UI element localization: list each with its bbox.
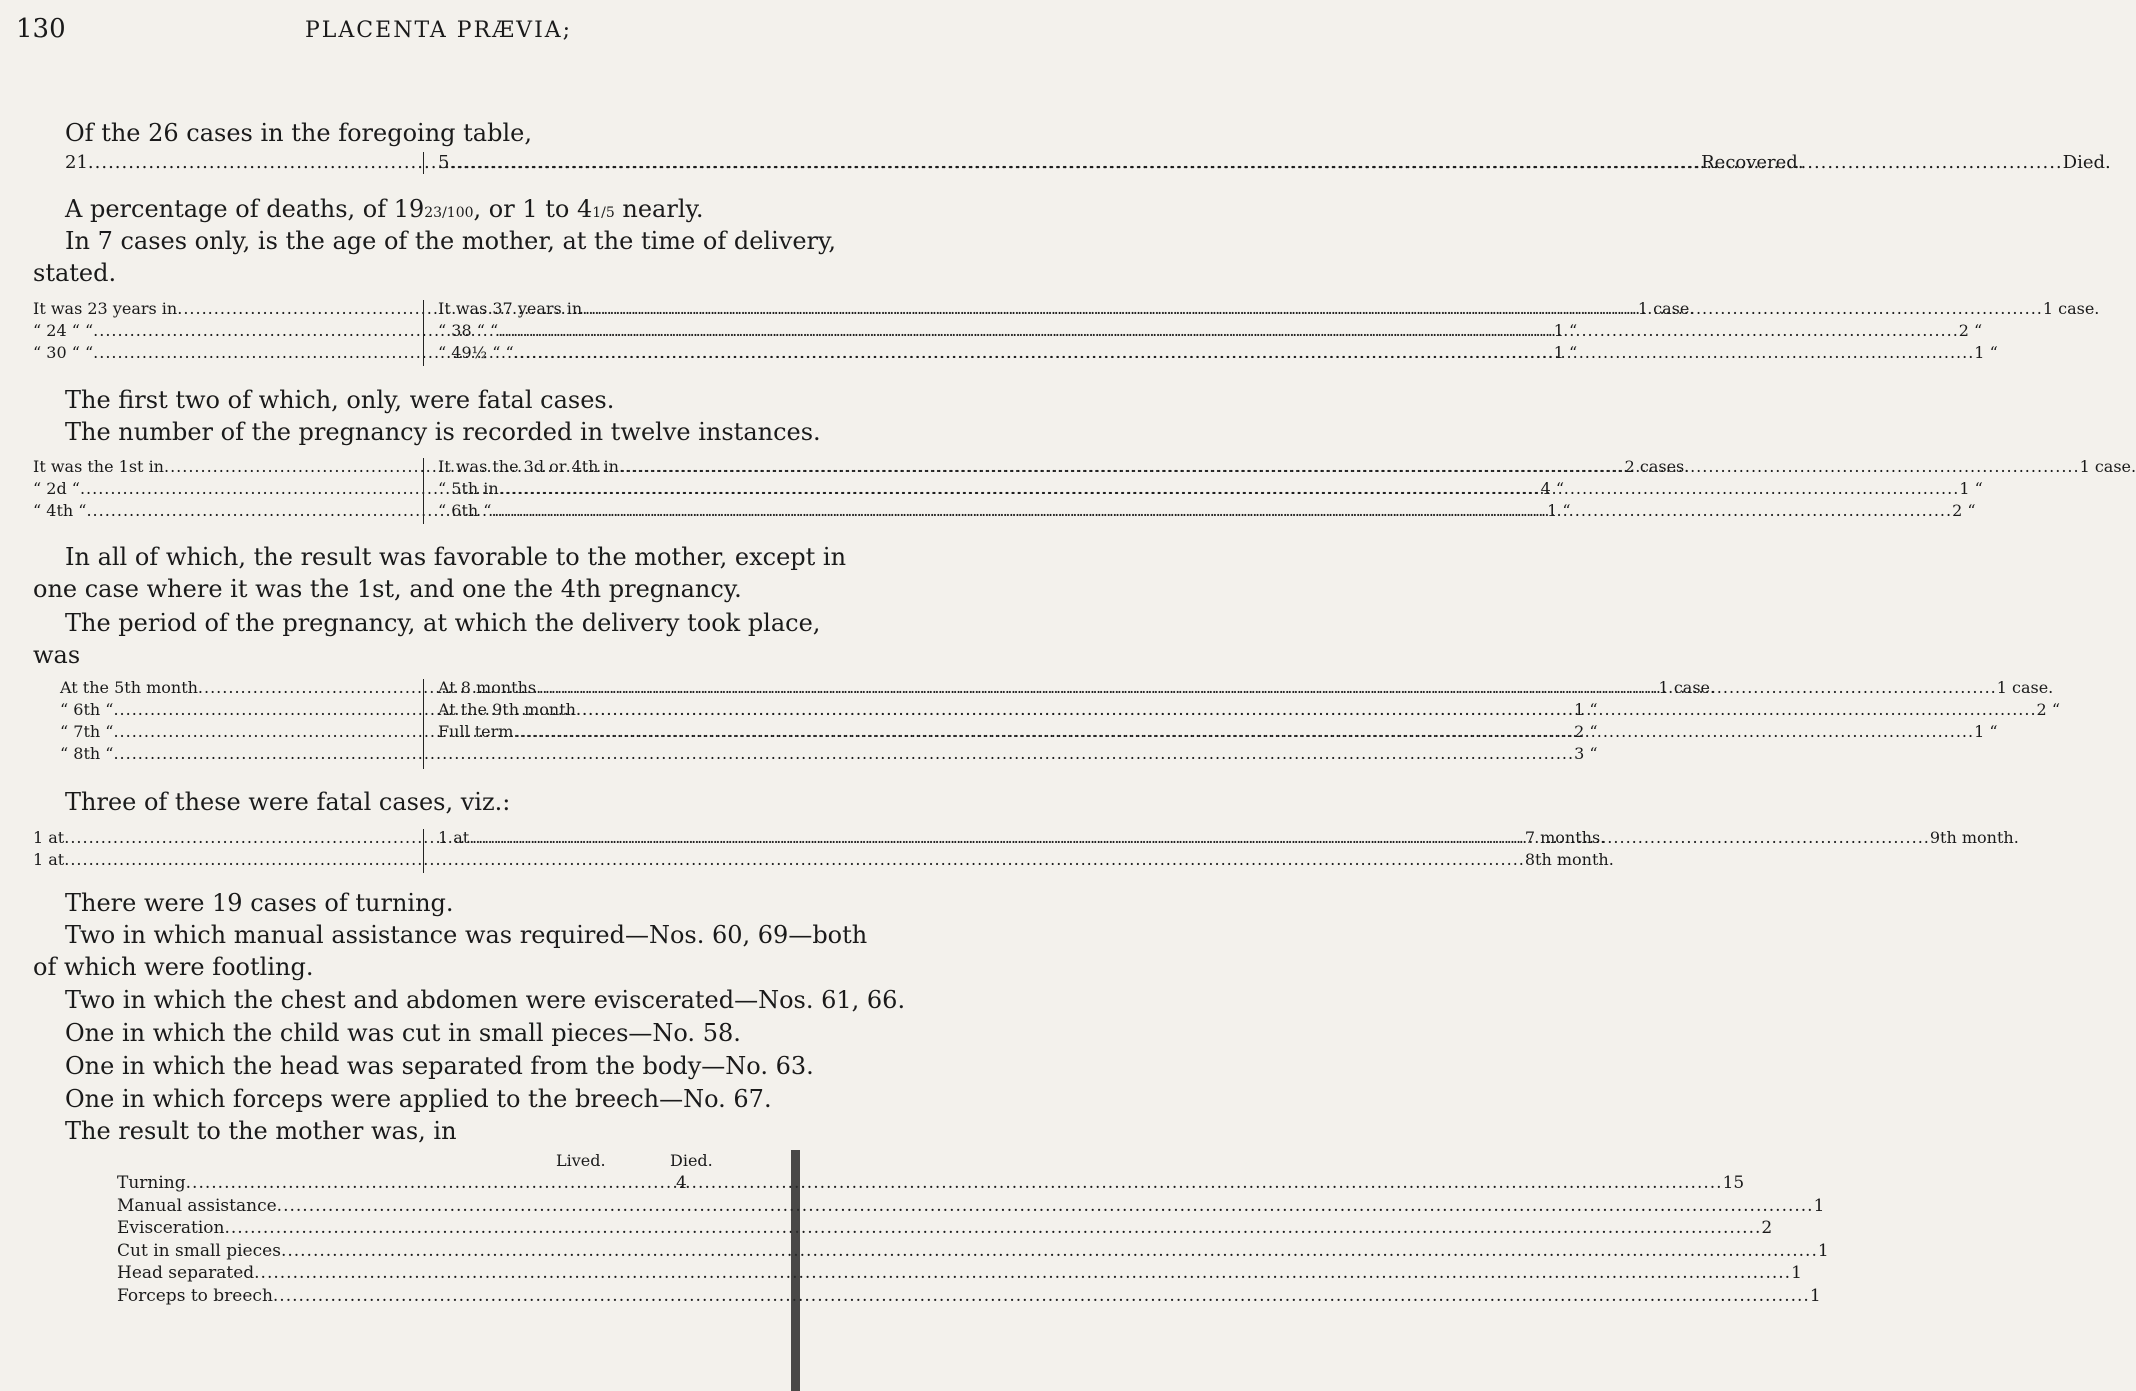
- list-item: It was 37 years in ..... 1 case.: [438, 298, 788, 320]
- pct-fraction: 23/100: [424, 205, 474, 221]
- percentage-line: [65, 194, 704, 228]
- list-item: “ 49½ “ “ ..... 1 “: [438, 342, 788, 364]
- pct-text-c: nearly.: [614, 195, 704, 223]
- result-table: [117, 1172, 1829, 1307]
- turning-line8: The result to the mother was, in: [65, 1117, 457, 1145]
- table-row: Forceps to breech ..... 1: [117, 1285, 597, 1308]
- pct-text-b: , or 1 to 4: [473, 195, 593, 223]
- col-died: Died.: [670, 1151, 713, 1170]
- list-item: “ 38 “ “ ..... 2 “: [438, 320, 788, 342]
- list-item: “ 7th “ ..... 2 “: [60, 721, 403, 743]
- three-fatal-line: Three of these were fatal cases, viz.:: [65, 788, 511, 816]
- column-divider: [423, 300, 424, 366]
- favorable-line2: one case where it was the 1st, and one the 4th pregnancy.: [33, 575, 742, 603]
- column-divider: [423, 458, 424, 524]
- pct-text-a: A percentage of deaths, of 19: [65, 195, 425, 223]
- list-item: At 8 months ..... 1 case.: [438, 677, 788, 699]
- list-item: At the 5th month ..... 1 case.: [60, 677, 403, 699]
- turning-line2: Two in which manual assistance was required—Nos. 60, 69—both: [65, 921, 868, 949]
- list-item: “ 2d “ ..... 4 “: [33, 478, 403, 500]
- intro-line: Of the 26 cases in the foregoing table,: [65, 119, 532, 147]
- died-label: Died.: [2062, 152, 2111, 173]
- turning-line6: One in which the head was separated from the body—No. 63.: [65, 1052, 814, 1080]
- running-title: PLACENTA PRÆVIA;: [305, 18, 573, 43]
- fatal-cases-line: The first two of which, only, were fatal cases.: [65, 386, 615, 414]
- recovered-row: [65, 152, 1804, 174]
- list-item: “ 6th “ ..... 2 “: [438, 500, 788, 522]
- list-item: It was the 1st in ..... 2 cases.: [33, 456, 403, 478]
- recovered-count: 21: [65, 152, 88, 173]
- list-item: 1 at ..... 8th month.: [33, 849, 403, 871]
- list-item: “ 24 “ “ ..... 1 “: [33, 320, 403, 342]
- died-count: 5: [438, 152, 450, 173]
- turning-line1: There were 19 cases of turning.: [65, 889, 454, 917]
- list-item: “ 4th “ ..... 1 “: [33, 500, 403, 522]
- turning-died-count: 4: [676, 1173, 687, 1193]
- page-edge-shadow: [791, 1150, 800, 1391]
- pct-fraction-2: 1/5: [592, 205, 615, 221]
- column-divider: [423, 152, 424, 174]
- list-item: “ 5th in ..... 1 “: [438, 478, 788, 500]
- list-item: “ 6th “ ..... 1 “: [60, 699, 403, 721]
- recovered-label: Recovered.: [1701, 152, 1804, 173]
- column-divider: [423, 679, 424, 769]
- list-item: Full term ..... 1 “: [438, 721, 788, 743]
- table-row: Cut in small pieces ..... 1: [117, 1240, 597, 1263]
- list-item: It was 23 years in ..... 1 case.: [33, 298, 403, 320]
- page-header: [0, 14, 800, 44]
- list-item: 1 at ..... 9th month.: [438, 827, 748, 849]
- table-row: Turning ..... 15: [117, 1172, 597, 1195]
- favorable-line3: The period of the pregnancy, at which the delivery took place,: [65, 609, 821, 637]
- table-row: Evisceration ..... 2: [117, 1217, 597, 1240]
- col-lived: Lived.: [556, 1151, 606, 1170]
- table-row: Manual assistance ..... 1: [117, 1195, 597, 1218]
- turning-line3: of which were footling.: [33, 953, 314, 981]
- favorable-line1: In all of which, the result was favorable to the mother, except in: [65, 543, 847, 571]
- pregnancy-line: The number of the pregnancy is recorded in twelve instances.: [65, 418, 821, 446]
- column-divider: [423, 829, 424, 873]
- turning-line4: Two in which the chest and abdomen were eviscerated—Nos. 61, 66.: [65, 986, 906, 1014]
- list-item: “ 30 “ “ ..... 1 “: [33, 342, 403, 364]
- list-item: “ 8th “ ..... 3 “: [60, 743, 403, 765]
- list-item: At the 9th month ..... 2 “: [438, 699, 788, 721]
- list-item: It was the 3d or 4th in ..... 1 case.: [438, 456, 788, 478]
- age-intro-line2: stated.: [33, 259, 117, 287]
- favorable-line4: was: [33, 641, 81, 669]
- age-intro-line1: In 7 cases only, is the age of the mother, at the time of delivery,: [65, 227, 836, 255]
- turning-line7: One in which forceps were applied to the breech—No. 67.: [65, 1085, 772, 1113]
- page-number: 130: [16, 14, 66, 44]
- list-item: 1 at ..... 7 months.: [33, 827, 403, 849]
- turning-line5: One in which the child was cut in small pieces—No. 58.: [65, 1019, 741, 1047]
- table-row: Head separated ..... 1: [117, 1262, 597, 1285]
- result-table-header: [556, 1150, 746, 1172]
